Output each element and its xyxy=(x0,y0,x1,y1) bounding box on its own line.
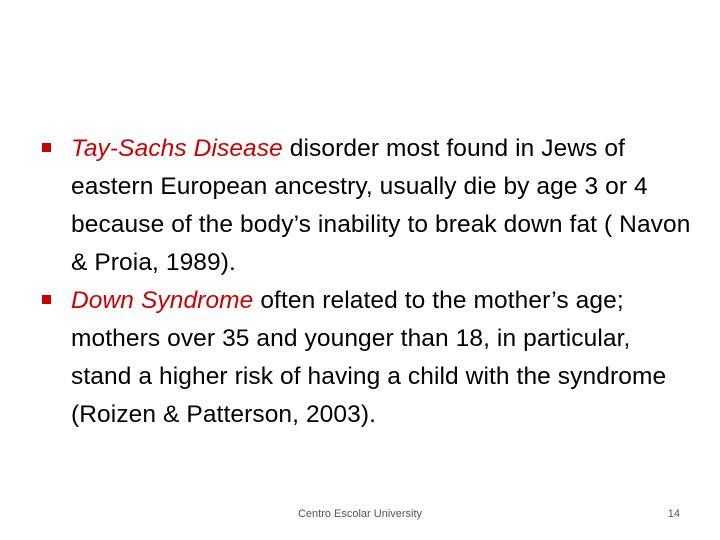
bullet-item-down-syndrome xyxy=(42,282,692,434)
bullet-item-tay-sachs xyxy=(42,130,692,282)
footer-text: Centro Escolar University xyxy=(297,508,423,520)
page-number: 14 xyxy=(667,508,680,520)
term-down-syndrome: Down Syndrome xyxy=(71,287,254,314)
bullet-list xyxy=(42,130,692,434)
description-down-syndrome: often related to the mother’s age; mothers over 35 and younger than 18, in particular, stand a higher risk of having a child with the syndrome (Roizen & Patterson, 2003). xyxy=(71,287,667,428)
red-square-bullet-icon xyxy=(42,143,51,152)
red-square-bullet-icon xyxy=(42,295,51,304)
description-tay-sachs: disorder most found in Jews of eastern European ancestry, usually die by age 3 or 4 because of the body’s inability to break down fat ( Navon & Proia, 1989). xyxy=(71,135,691,276)
term-tay-sachs: Tay-Sachs Disease xyxy=(71,135,283,162)
